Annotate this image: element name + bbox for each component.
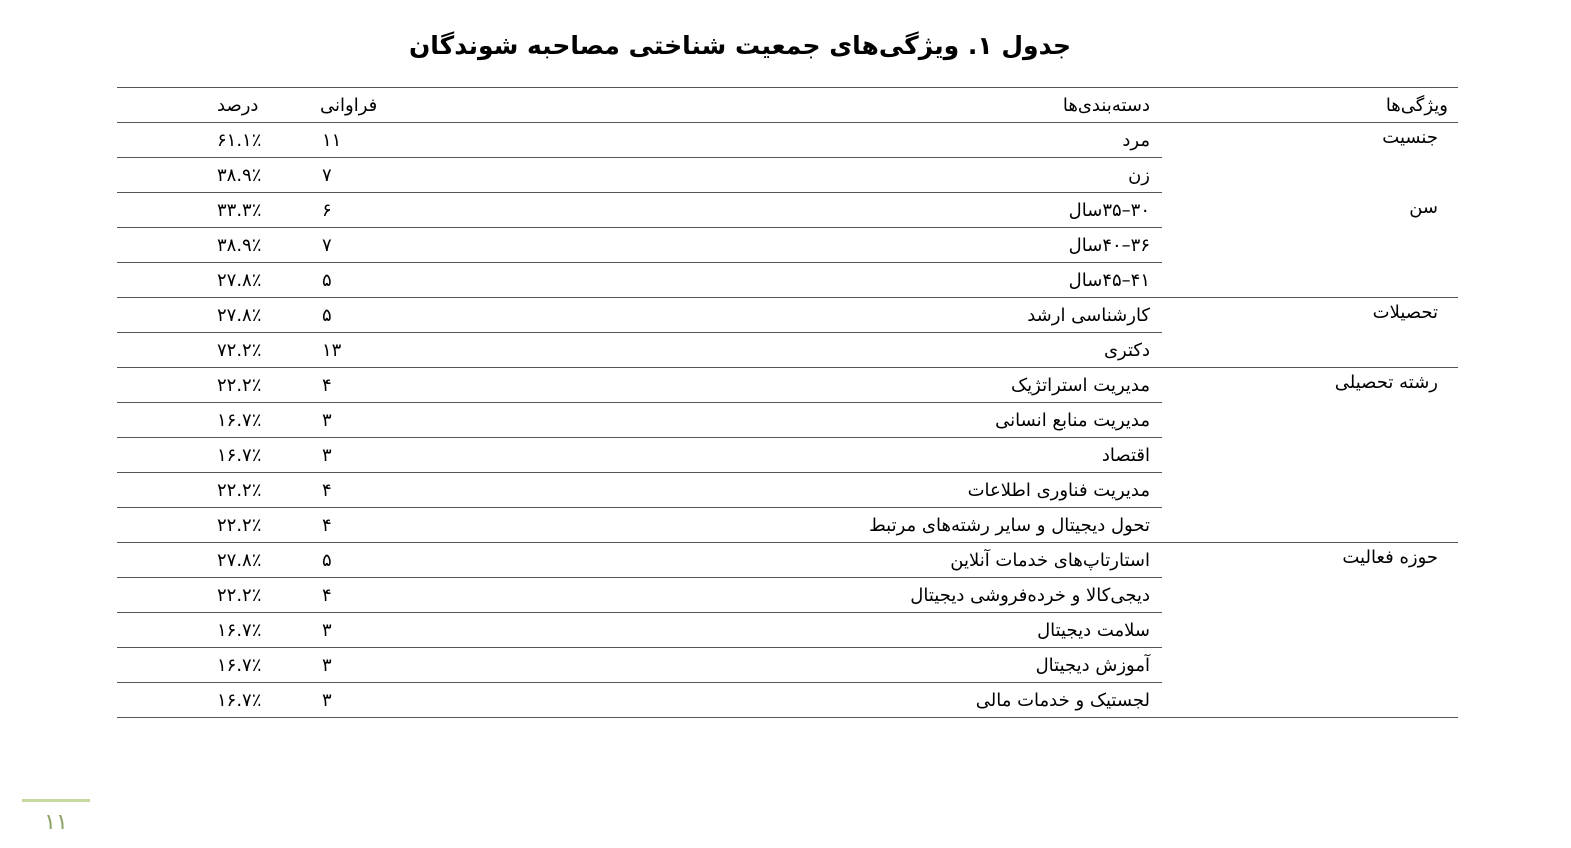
- category-cell: آموزش دیجیتال: [472, 648, 1162, 683]
- category-cell: مدیریت استراتژیک: [472, 368, 1162, 403]
- frequency-cell: ۴: [282, 578, 472, 613]
- percent-cell: ۲۲.۲٪: [117, 473, 282, 508]
- table-row: [117, 123, 1458, 158]
- feature-education: تحصیلات: [1162, 298, 1458, 368]
- percent-cell: ۶۱.۱٪: [117, 123, 282, 158]
- category-cell: دکتری: [472, 333, 1162, 368]
- table-header-row: [117, 88, 1458, 123]
- feature-field-of-study: رشته تحصیلی: [1334, 372, 1438, 393]
- percent-cell: ۲۷.۸٪: [117, 543, 282, 578]
- header-category: دسته‌بندی‌ها: [1062, 94, 1150, 116]
- header-frequency: فراوانی: [320, 94, 378, 116]
- category-cell: مدیریت فناوری اطلاعات: [472, 473, 1162, 508]
- footer-rule: [22, 799, 90, 802]
- percent-cell: ۳۸.۹٪: [117, 158, 282, 193]
- percent-cell: ۱۶.۷٪: [117, 403, 282, 438]
- percent-cell: ۳۳.۳٪: [117, 193, 282, 228]
- feature-age: سن: [1162, 193, 1458, 298]
- frequency-cell: ۴: [282, 368, 472, 403]
- percent-cell: ۱۶.۷٪: [117, 648, 282, 683]
- category-cell: لجستیک و خدمات مالی: [472, 683, 1162, 718]
- percent-cell: ۲۲.۲٪: [117, 368, 282, 403]
- frequency-cell: ۴: [282, 473, 472, 508]
- percent-cell: ۲۷.۸٪: [117, 298, 282, 333]
- frequency-cell: ۳: [282, 648, 472, 683]
- frequency-cell: ۱۳: [282, 333, 472, 368]
- frequency-cell: ۶: [282, 193, 472, 228]
- category-cell: مدیریت منابع انسانی: [472, 403, 1162, 438]
- frequency-cell: ۵: [282, 298, 472, 333]
- category-cell: اقتصاد: [472, 438, 1162, 473]
- percent-cell: ۱۶.۷٪: [117, 683, 282, 718]
- frequency-cell: ۳: [282, 403, 472, 438]
- category-cell: ۳۶–۴۰سال: [472, 228, 1162, 263]
- table-row: [117, 543, 1458, 578]
- percent-cell: ۳۸.۹٪: [117, 228, 282, 263]
- frequency-cell: ۱۱: [282, 123, 472, 158]
- frequency-cell: ۷: [282, 228, 472, 263]
- table-row: [117, 298, 1458, 333]
- header-feature: ویژگی‌ها: [1385, 94, 1448, 116]
- table-title: جدول ۱. ویژگی‌های جمعیت شناختی مصاحبه شوندگان: [408, 31, 1072, 60]
- percent-cell: ۱۶.۷٪: [117, 613, 282, 648]
- table-row: [117, 368, 1458, 403]
- frequency-cell: ۳: [282, 613, 472, 648]
- frequency-cell: ۷: [282, 158, 472, 193]
- frequency-cell: ۵: [282, 263, 472, 298]
- demographics-table: [117, 87, 1458, 718]
- category-cell: دیجی‌کالا و خرده‌فروشی دیجیتال: [472, 578, 1162, 613]
- category-cell: مرد: [472, 123, 1162, 158]
- frequency-cell: ۵: [282, 543, 472, 578]
- header-percent: درصد: [217, 94, 259, 116]
- category-cell: کارشناسی ارشد: [472, 298, 1162, 333]
- page-number: ۱۱: [44, 810, 68, 835]
- category-cell: استارتاپ‌های خدمات آنلاین: [472, 543, 1162, 578]
- category-cell: سلامت دیجیتال: [472, 613, 1162, 648]
- percent-cell: ۷۲.۲٪: [117, 333, 282, 368]
- category-cell: ۳۰–۳۵سال: [472, 193, 1162, 228]
- feature-field-of-activity: حوزه فعالیت: [1162, 543, 1458, 718]
- table-row: [117, 193, 1458, 228]
- feature-gender: جنسیت: [1382, 127, 1438, 148]
- category-cell: تحول دیجیتال و سایر رشته‌های مرتبط: [472, 508, 1162, 543]
- percent-cell: ۲۲.۲٪: [117, 578, 282, 613]
- category-cell: ۴۱–۴۵سال: [472, 263, 1162, 298]
- frequency-cell: ۳: [282, 683, 472, 718]
- percent-cell: ۲۷.۸٪: [117, 263, 282, 298]
- percent-cell: ۱۶.۷٪: [117, 438, 282, 473]
- frequency-cell: ۴: [282, 508, 472, 543]
- category-cell: زن: [472, 158, 1162, 193]
- percent-cell: ۲۲.۲٪: [117, 508, 282, 543]
- frequency-cell: ۳: [282, 438, 472, 473]
